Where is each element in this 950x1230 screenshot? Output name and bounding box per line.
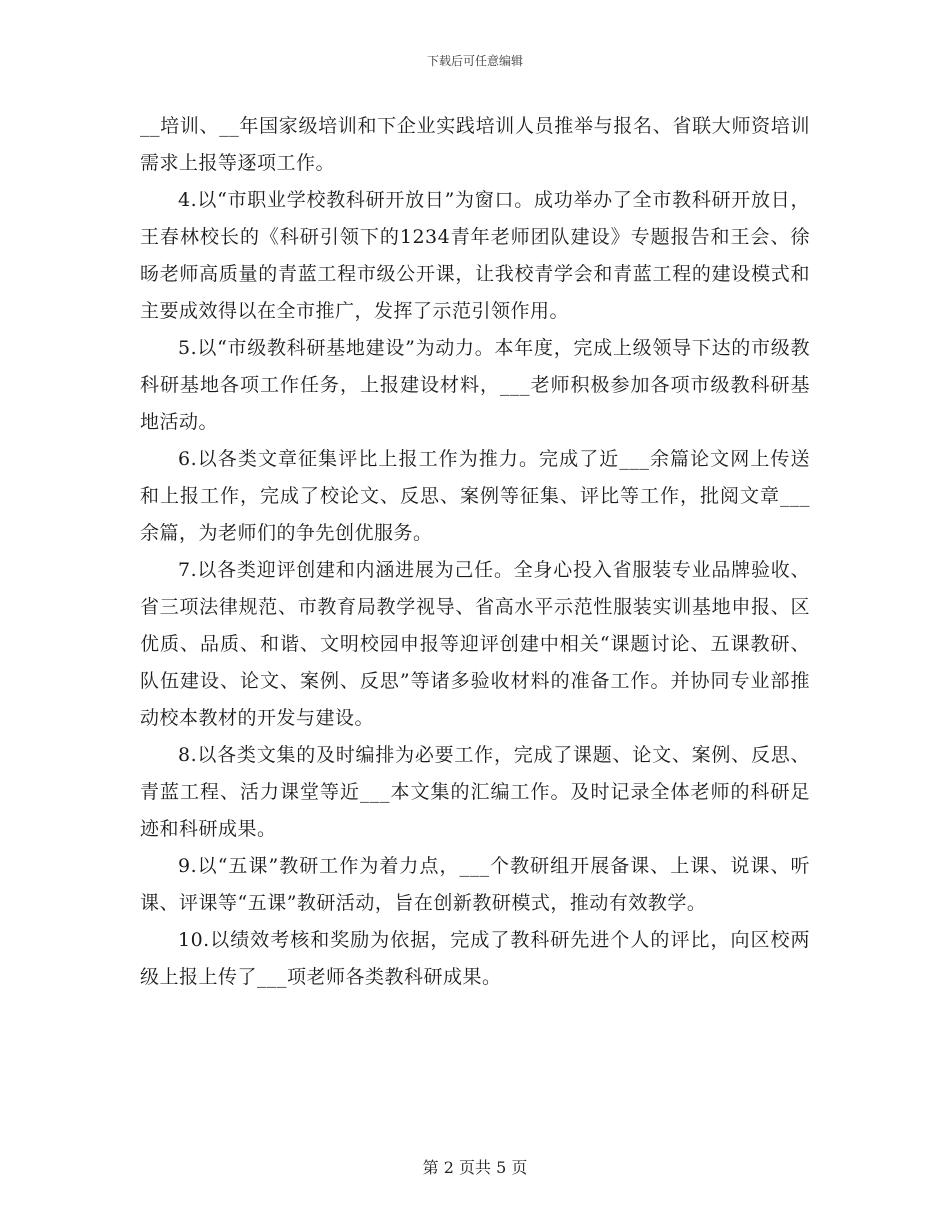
paragraph-item-7: 7.以各类迎评创建和内涵进展为己任。全身心投入省服装专业品牌验收、省三项法律规范、市教育局教学视导、省高水平示范性服装实训基地申报、区优质、品质、和谐、文明校园申报等迎评创建中相关“课题讨论、五课教研、队伍建设、论文、案例、反思”等诸多验收材料的准备工作。并协同专业部推动校本教材的开发与建设。 xyxy=(140,559,810,729)
paragraph-item-10: 10.以绩效考核和奖励为依据，完成了教科研先进个人的评比，向区校两级上报上传了___项老师各类教科研成果。 xyxy=(140,929,810,988)
document-body xyxy=(140,108,810,996)
page-header: 下载后可任意编辑 xyxy=(426,54,523,68)
paragraph-item-4: 4.以“市职业学校教科研开放日”为窗口。成功举办了全市教科研开放日，王春林校长的《科研引领下的1234青年老师团队建设》专题报告和王会、徐旸老师高质量的青蓝工程市级公开课，让我校青学会和青蓝工程的建设模式和主要成效得以在全市推广，发挥了示范引领作用。 xyxy=(140,189,810,322)
paragraph-item-9: 9.以“五课”教研工作为着力点，___个教研组开展备课、上课、说课、听课、评课等“五课”教研活动，旨在创新教研模式，推动有效教学。 xyxy=(140,855,810,914)
page-number-footer: 第 2 页共 5 页 xyxy=(422,1158,528,1177)
paragraph-item-8: 8.以各类文集的及时编排为必要工作，完成了课题、论文、案例、反思、青蓝工程、活力课堂等近___本文集的汇编工作。及时记录全体老师的科研足迹和科研成果。 xyxy=(140,744,810,840)
paragraph-item-6: 6.以各类文章征集评比上报工作为推力。完成了近___余篇论文网上传送和上报工作，完成了校论文、反思、案例等征集、评比等工作，批阅文章___余篇，为老师们的争先创优服务。 xyxy=(140,448,810,544)
paragraph-continuation: __培训、__年国家级培训和下企业实践培训人员推举与报名、省联大师资培训需求上报等逐项工作。 xyxy=(140,115,810,174)
paragraph-item-5: 5.以“市级教科研基地建设”为动力。本年度，完成上级领导下达的市级教科研基地各项工作任务，上报建设材料，___老师积极参加各项市级教科研基地活动。 xyxy=(140,337,810,433)
